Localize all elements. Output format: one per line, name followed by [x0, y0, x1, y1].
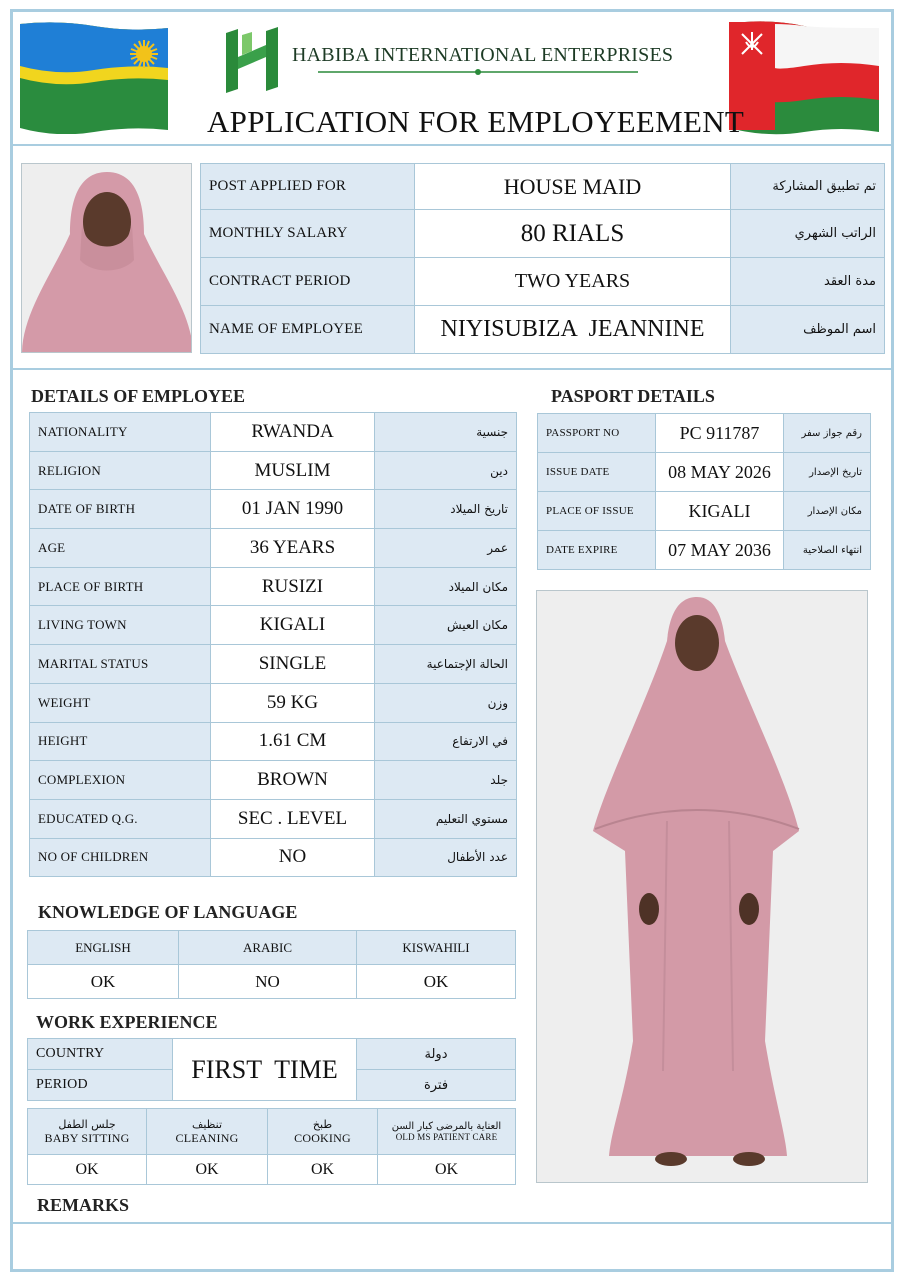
table-row — [28, 1039, 516, 1070]
table-row — [30, 683, 517, 722]
passport-arabic: تاريخ الإصدار — [784, 453, 871, 492]
details-value: RWANDA — [211, 413, 375, 452]
table-row — [30, 838, 517, 877]
table-row — [30, 529, 517, 568]
contract-arabic: مدة العقد — [731, 258, 885, 306]
details-arabic: تاريخ الميلاد — [375, 490, 517, 529]
applicant-full-photo — [536, 590, 868, 1183]
details-label: AGE — [30, 529, 211, 568]
language-header-kiswahili: KISWAHILI — [357, 931, 516, 965]
employee-name-label: NAME OF EMPLOYEE — [201, 306, 415, 354]
details-value: 59 KG — [211, 683, 375, 722]
skill-value: OK — [378, 1155, 516, 1185]
post-arabic: تم تطبيق المشاركة — [731, 164, 885, 210]
skill-arabic: تنظيف — [191, 1117, 223, 1131]
work-country-label: COUNTRY — [28, 1039, 173, 1070]
page-title: APPLICATION FOR EMPLOYEEMENT — [207, 104, 745, 139]
post-table — [200, 163, 885, 354]
details-value: SEC . LEVEL — [211, 799, 375, 838]
salary-label: MONTHLY SALARY — [201, 210, 415, 258]
table-row — [30, 645, 517, 684]
post-value: HOUSE MAID — [415, 164, 731, 210]
details-arabic: عدد الأطفال — [375, 838, 517, 877]
passport-value: PC 911787 — [656, 414, 784, 453]
details-label: NATIONALITY — [30, 413, 211, 452]
table-row — [201, 164, 885, 210]
details-arabic: مستوي التعليم — [375, 799, 517, 838]
skill-label: OLD MS PATIENT CARE — [395, 1132, 498, 1142]
language-value-english: OK — [28, 965, 179, 999]
contract-value: TWO YEARS — [415, 258, 731, 306]
language-value-kiswahili: OK — [357, 965, 516, 999]
passport-table — [537, 413, 871, 570]
details-arabic: وزن — [375, 683, 517, 722]
passport-heading: PASPORT DETAILS — [551, 386, 715, 406]
passport-value: 07 MAY 2036 — [656, 531, 784, 570]
table-row — [538, 492, 871, 531]
table-row — [538, 453, 871, 492]
skill-arabic: طبخ — [312, 1117, 333, 1131]
table-row — [201, 210, 885, 258]
work-period-arabic: فترة — [357, 1070, 516, 1101]
company-logo — [222, 27, 282, 95]
skill-label: COOKING — [294, 1130, 351, 1145]
passport-value: KIGALI — [656, 492, 784, 531]
table-row — [201, 258, 885, 306]
salary-value: 80 RIALS — [415, 210, 731, 258]
work-table — [27, 1038, 516, 1101]
skills-table — [27, 1108, 516, 1185]
details-label: WEIGHT — [30, 683, 211, 722]
details-heading: DETAILS OF EMPLOYEE — [31, 386, 246, 406]
language-header-english: ENGLISH — [28, 931, 179, 965]
details-value: BROWN — [211, 761, 375, 800]
skill-baby-sitting — [28, 1109, 147, 1155]
details-label: PLACE OF BIRTH — [30, 567, 211, 606]
details-label: MARITAL STATUS — [30, 645, 211, 684]
details-label: LIVING TOWN — [30, 606, 211, 645]
details-label: RELIGION — [30, 451, 211, 490]
details-label: DATE OF BIRTH — [30, 490, 211, 529]
table-row — [30, 606, 517, 645]
skill-cleaning — [147, 1109, 268, 1155]
details-value: KIGALI — [211, 606, 375, 645]
salary-arabic: الراتب الشهري — [731, 210, 885, 258]
skill-cooking — [268, 1109, 378, 1155]
details-arabic: في الارتفاع — [375, 722, 517, 761]
header-divider — [13, 144, 891, 146]
work-experience-value: FIRST TIME — [173, 1039, 357, 1101]
details-arabic: الحالة الإجتماعية — [375, 645, 517, 684]
details-table — [29, 412, 517, 877]
rwanda-flag — [20, 22, 168, 134]
table-row — [538, 531, 871, 570]
details-value: 01 JAN 1990 — [211, 490, 375, 529]
details-arabic: دين — [375, 451, 517, 490]
table-row — [28, 1155, 516, 1185]
table-row — [28, 965, 516, 999]
table-row — [30, 799, 517, 838]
table-row — [30, 413, 517, 452]
details-label: HEIGHT — [30, 722, 211, 761]
passport-label: DATE EXPIRE — [538, 531, 656, 570]
details-value: RUSIZI — [211, 567, 375, 606]
skill-arabic: العناية بالمرضى كبار السن — [391, 1121, 502, 1132]
details-value: MUSLIM — [211, 451, 375, 490]
language-header-arabic: ARABIC — [179, 931, 357, 965]
table-row — [30, 451, 517, 490]
table-row — [28, 931, 516, 965]
passport-label: PASSPORT NO — [538, 414, 656, 453]
table-row — [538, 414, 871, 453]
section-divider — [13, 368, 891, 370]
passport-arabic: انتهاء الصلاحية — [784, 531, 871, 570]
table-row — [201, 306, 885, 354]
contract-label: CONTRACT PERIOD — [201, 258, 415, 306]
passport-value: 08 MAY 2026 — [656, 453, 784, 492]
skill-patient-care — [378, 1109, 516, 1155]
details-label: COMPLEXION — [30, 761, 211, 800]
applicant-portrait — [21, 163, 192, 353]
company-underline — [318, 68, 638, 76]
passport-arabic: مكان الإصدار — [784, 492, 871, 531]
table-row — [30, 722, 517, 761]
employee-name-arabic: اسم الموظف — [731, 306, 885, 354]
details-label: NO OF CHILDREN — [30, 838, 211, 877]
work-period-label: PERIOD — [28, 1070, 173, 1101]
oman-flag — [729, 20, 879, 135]
work-country-arabic: دولة — [357, 1039, 516, 1070]
passport-arabic: رقم جواز سفر — [784, 414, 871, 453]
details-arabic: جنسية — [375, 413, 517, 452]
work-heading: WORK EXPERIENCE — [36, 1012, 218, 1032]
details-arabic: عمر — [375, 529, 517, 568]
skill-value: OK — [268, 1155, 378, 1185]
skill-value: OK — [147, 1155, 268, 1185]
table-row — [30, 490, 517, 529]
details-arabic: مكان العيش — [375, 606, 517, 645]
language-value-arabic: NO — [179, 965, 357, 999]
details-label: EDUCATED Q.G. — [30, 799, 211, 838]
language-heading: KNOWLEDGE OF LANGUAGE — [38, 902, 298, 922]
company-name: HABIBA INTERNATIONAL ENTERPRISES — [292, 44, 674, 66]
language-table — [27, 930, 516, 999]
employee-name-value: NIYISUBIZA JEANNINE — [415, 306, 731, 354]
passport-label: ISSUE DATE — [538, 453, 656, 492]
skill-label: CLEANING — [175, 1130, 239, 1145]
remarks-divider — [13, 1222, 891, 1224]
skill-label: BABY SITTING — [44, 1130, 130, 1145]
skill-value: OK — [28, 1155, 147, 1185]
passport-label: PLACE OF ISSUE — [538, 492, 656, 531]
skill-arabic: جلس الطفل — [58, 1117, 116, 1131]
remarks-heading: REMARKS — [37, 1195, 130, 1215]
details-value: NO — [211, 838, 375, 877]
details-value: SINGLE — [211, 645, 375, 684]
details-value: 1.61 CM — [211, 722, 375, 761]
details-value: 36 YEARS — [211, 529, 375, 568]
post-label: POST APPLIED FOR — [201, 164, 415, 210]
details-arabic: مكان الميلاد — [375, 567, 517, 606]
details-arabic: جلد — [375, 761, 517, 800]
table-row — [28, 1109, 516, 1155]
table-row — [30, 567, 517, 606]
table-row — [30, 761, 517, 800]
